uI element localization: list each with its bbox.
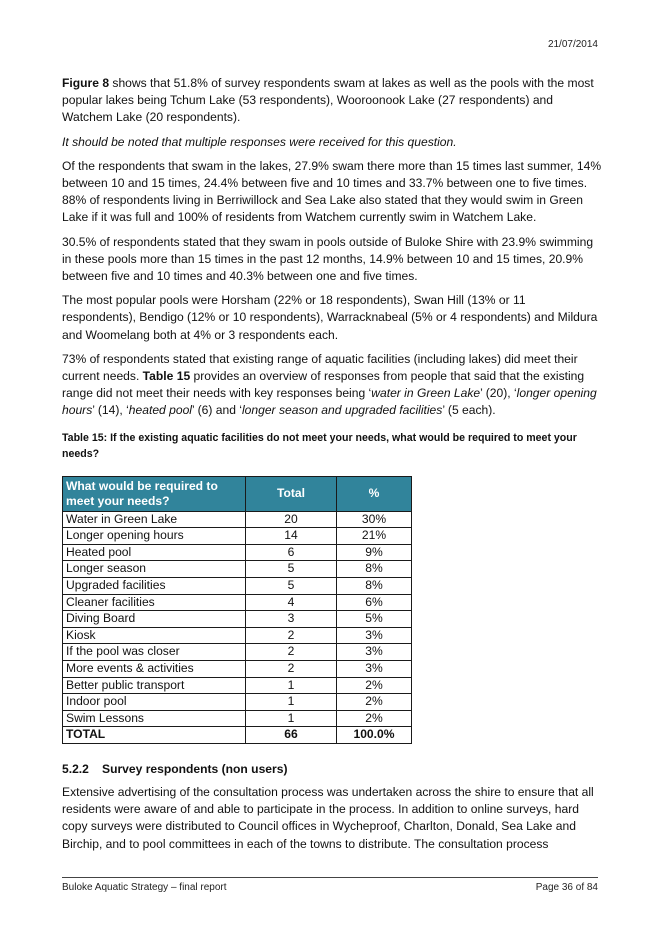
quoted-response: longer opening hours — [62, 386, 597, 418]
table-row — [63, 528, 412, 545]
total-cell: 5 — [246, 561, 337, 578]
total-cell: 4 — [246, 594, 337, 611]
paragraph-text: ’ (6) and ‘ — [192, 403, 242, 418]
table-row — [63, 677, 412, 694]
table-reference: Table 15 — [142, 369, 191, 384]
need-cell: Upgraded facilities — [63, 578, 246, 595]
table-row — [63, 544, 412, 561]
need-cell: Water in Green Lake — [63, 511, 246, 528]
paragraph-text: ’ (5 each). — [442, 403, 496, 418]
percent-cell: 2% — [337, 694, 412, 711]
percent-cell: 100.0% — [337, 727, 412, 744]
table-row — [63, 578, 412, 595]
column-header-total: Total — [246, 476, 337, 511]
percent-cell: 2% — [337, 710, 412, 727]
section-title: Survey respondents (non users) — [102, 761, 288, 776]
percent-cell: 6% — [337, 594, 412, 611]
need-cell: Kiosk — [63, 627, 246, 644]
percent-cell: 3% — [337, 627, 412, 644]
need-cell: More events & activities — [63, 661, 246, 678]
table-caption: Table 15: If the existing aquatic facilities do not meet your needs, what would be required to meet your needs? — [62, 431, 577, 460]
table-row — [63, 627, 412, 644]
paragraph-lakes: Of the respondents that swam in the lakes, 27.9% swam there more than 15 times last summer, 14% between 10 and 15 times, 24.4% between five and 10 times and 33.7% between one to five times. 88% of respondents living in Berriwillock and Sea Lake also stated that they would swim in Green Lake if it was full and 100% of residents from Watchem currently swim in Watchem Lake. — [62, 158, 602, 225]
figure-reference: Figure 8 — [62, 76, 110, 90]
total-cell: 2 — [246, 661, 337, 678]
total-cell: 2 — [246, 627, 337, 644]
need-cell: Diving Board — [63, 611, 246, 628]
need-cell: Indoor pool — [63, 694, 246, 711]
page-content — [62, 75, 602, 860]
total-cell: 14 — [246, 528, 337, 545]
header-date: 21/07/2014 — [547, 39, 598, 50]
paragraph-text: shows that 51.8% of survey respondents swam at lakes as well as the pools with the most popular lakes being Tchum Lake (53 respondents), Wooroonook Lake (27 respondents) and Watchem Lake (20 respondents). — [62, 76, 594, 125]
percent-cell: 5% — [337, 611, 412, 628]
page-number: Page 36 of 84 — [535, 882, 598, 893]
need-cell: TOTAL — [63, 727, 246, 744]
total-cell: 3 — [246, 611, 337, 628]
need-cell: Cleaner facilities — [63, 594, 246, 611]
table-row — [63, 694, 412, 711]
need-cell: Longer opening hours — [63, 528, 246, 545]
need-cell: Swim Lessons — [63, 710, 246, 727]
percent-cell: 8% — [337, 561, 412, 578]
percent-cell: 30% — [337, 511, 412, 528]
total-cell: 66 — [246, 727, 337, 744]
percent-cell: 8% — [337, 578, 412, 595]
total-cell: 20 — [246, 511, 337, 528]
table-row — [63, 511, 412, 528]
table-total-row — [63, 727, 412, 744]
paragraph-text: 73% of respondents stated that existing range of aquatic facilities (including lakes) did meet their current needs. — [62, 351, 578, 384]
column-header-percent: % — [337, 476, 412, 511]
percent-cell: 2% — [337, 677, 412, 694]
total-cell: 1 — [246, 677, 337, 694]
paragraph-text: provides an overview of responses from people that said that the existing range did not meet their needs with key responses being ‘ — [62, 369, 585, 401]
total-cell: 2 — [246, 644, 337, 661]
footer-title: Buloke Aquatic Strategy – final report — [62, 882, 227, 893]
total-cell: 1 — [246, 694, 337, 711]
paragraph-text: ’ (14), ‘ — [92, 403, 129, 418]
paragraph-popular-pools: The most popular pools were Horsham (22% or 18 respondents), Swan Hill (13% or 11 respondents), Bendigo (12% or 10 respondents), Warracknabeal (5% or 4 respondents) and Mildura and Woomelang both at 4% or 3 respondents each. — [62, 293, 598, 342]
table-row — [63, 710, 412, 727]
quoted-response: longer season and upgraded facilities — [241, 403, 443, 418]
need-cell: Longer season — [63, 561, 246, 578]
need-cell: Heated pool — [63, 544, 246, 561]
table-row — [63, 644, 412, 661]
paragraph-text: ’ (20), ‘ — [480, 386, 517, 401]
page-footer — [62, 877, 598, 893]
table-header-row — [63, 476, 412, 511]
percent-cell: 21% — [337, 528, 412, 545]
paragraph-outside-pools: 30.5% of respondents stated that they swam in pools outside of Buloke Shire with 23.9% swimming in these pools more than 15 times in the past 12 months, 14.9% between 10 and 15 times, 20.9% between five and 10 times and 40.3% between one and five times. — [62, 234, 594, 284]
paragraph-note: It should be noted that multiple responses were received for this question. — [62, 134, 457, 149]
paragraph-needs — [62, 351, 602, 420]
percent-cell: 3% — [337, 644, 412, 661]
table-row — [63, 561, 412, 578]
section-number: 5.2.2 — [62, 761, 89, 776]
needs-table — [62, 476, 412, 744]
section-heading — [62, 762, 602, 776]
table-row — [63, 594, 412, 611]
need-cell: Better public transport — [63, 677, 246, 694]
quoted-response: water in Green Lake — [371, 386, 481, 401]
table-row — [63, 661, 412, 678]
total-cell: 1 — [246, 710, 337, 727]
paragraph-section: Extensive advertising of the consultation process was undertaken across the shire to ensure that all residents were aware of and able to participate in the process. In addition to online surveys, hard copy surveys were distributed to Council offices in Wycheproof, Charlton, Donald, Sea Lake and Birchip, and to pool committees in each of the towns to distribute. The consultation process — [62, 784, 594, 851]
total-cell: 6 — [246, 544, 337, 561]
percent-cell: 3% — [337, 661, 412, 678]
quoted-response: heated pool — [128, 403, 192, 418]
total-cell: 5 — [246, 578, 337, 595]
paragraph-figure-8 — [62, 75, 602, 127]
table-row — [63, 611, 412, 628]
need-cell: If the pool was closer — [63, 644, 246, 661]
column-header-need: What would be required to meet your needs? — [63, 476, 246, 511]
percent-cell: 9% — [337, 544, 412, 561]
table-body — [63, 511, 412, 743]
